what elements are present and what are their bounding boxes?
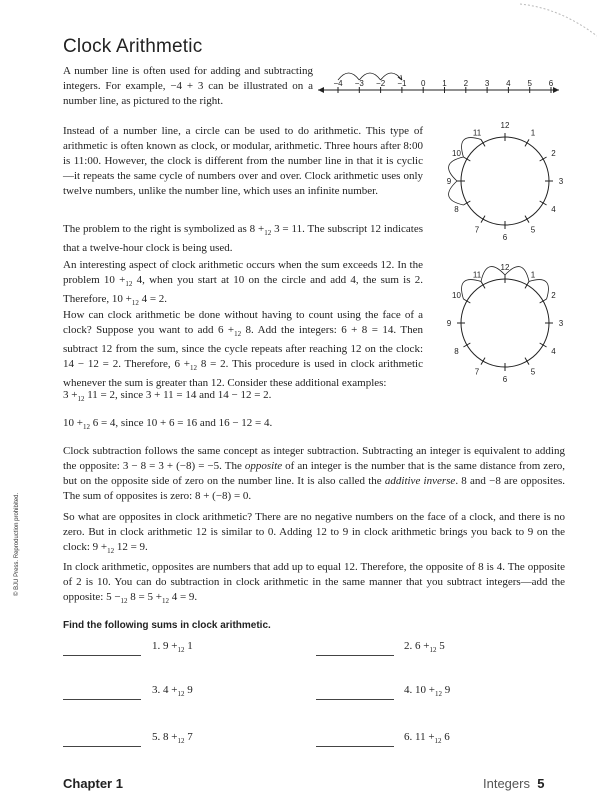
tick-label: 0	[420, 79, 426, 88]
clock-tick	[540, 299, 547, 303]
copyright-notice: © BJU Press. Reproduction prohibited.	[14, 492, 20, 596]
tick-label: −1	[397, 79, 407, 88]
problem-5: 5. $8 +_{12}$ 7	[152, 731, 193, 746]
clock-number: 2	[551, 291, 556, 300]
clock-tick	[481, 358, 485, 365]
tick-label: 2	[463, 79, 469, 88]
tick-label: −2	[376, 79, 386, 88]
page-footer	[483, 776, 544, 791]
answer-line-1[interactable]	[63, 655, 141, 656]
hop-arc	[529, 280, 548, 299]
corner-decoration	[520, 0, 597, 40]
right-arrow-icon	[553, 87, 559, 93]
left-arrow-icon	[318, 87, 324, 93]
subtraction-paragraph: Clock subtraction follows the same concept as integer subtraction. Subtracting an integer is equivalent to adding the opposite: 3 − 8 = 3 + (−8) = −5. The opposite of an integer is the number that is the same distance from zero, but on the opposite side of zero on the number line. It is also called the additive inverse. 8 and −8 are opposites. The sum of opposites is zero: 8 + (−8) = 0.	[63, 445, 565, 502]
clock-number: 12	[500, 263, 510, 272]
tick-label: 5	[527, 79, 532, 88]
clock-number: 11	[472, 270, 482, 280]
clock-tick	[463, 157, 470, 161]
problem-6: 6. $11 +_{12}$ 6	[404, 731, 450, 746]
clock-number: 7	[474, 367, 480, 377]
hop-arc	[462, 280, 481, 299]
tick-label: 1	[442, 79, 447, 88]
answer-line-6[interactable]	[316, 746, 394, 747]
clock-tick	[481, 281, 485, 288]
clock-number: 12	[500, 121, 510, 130]
clock-number: 4	[551, 205, 556, 214]
clock-intro-paragraph: Instead of a number line, a circle can be used to do arithmetic. This type of arithmetic is often known as clock, or modular, arithmetic. Three hours after 8:00 is 11:00. However, the clock is different from the number line in that it is cyclic—it repeats the same cycle of numbers over and over. Clock arithmetic uses only twelve numbers, unlike the number line, which uses an infinite number.	[63, 125, 423, 197]
procedure-paragraph: How can clock arithmetic be done without having to count using the face of a clock? Suppose you want to add $6 +_{12}$ 8. Add the integers: 6 + 8 = 14. Then subtract 12 from the sum, since the cycle repeats after reaching 12 on the clock: 14 − 12 = 2. Therefore, $6 +_{12}$ 8 = 2. This procedure is used in clock arithmetic whenever the sum is greater than 12. Consider these additional examples:	[63, 309, 423, 390]
clock-tick	[525, 139, 529, 146]
clock-number: 6	[502, 233, 508, 242]
clock-number: 10	[452, 149, 461, 158]
tick-label: 4	[506, 79, 511, 88]
clock-number: 10	[452, 291, 461, 300]
clock-number: 7	[474, 225, 480, 235]
clock-number: 4	[551, 347, 556, 356]
answer-line-3[interactable]	[63, 699, 141, 700]
problem-2: 2. $6 +_{12}$ 5	[404, 640, 445, 655]
problem-4: 4. $10 +_{12}$ 9	[404, 684, 451, 699]
clock-tick	[540, 201, 547, 205]
tick-label: −4	[333, 79, 343, 88]
clock-face	[461, 279, 549, 367]
clock-number: 5	[530, 367, 536, 377]
tick-label: 6	[548, 79, 554, 88]
clock-number: 3	[558, 319, 564, 328]
example-2: $10 +_{12}$ 6 = 4, since 10 + 6 = 16 and 16 − 12 = 4.	[63, 417, 273, 432]
clock-tick	[463, 201, 470, 205]
clock-face	[461, 137, 549, 225]
symbolized-paragraph: The problem to the right is symbolized as $8 +_{12}$ 3 = 11. The subscript 12 indicates that a twelve-hour clock is being used.	[63, 223, 423, 255]
clock-number: 1	[530, 128, 536, 138]
clock-tick	[525, 358, 529, 365]
problem-3: 3. $4 +_{12}$ 9	[152, 684, 193, 699]
chapter-label: Chapter 1	[63, 776, 123, 791]
clock-number: 9	[446, 319, 452, 328]
page-number: 5	[537, 776, 545, 791]
tick-label: 3	[484, 79, 490, 88]
clock-tick	[540, 157, 547, 161]
answer-line-2[interactable]	[316, 655, 394, 656]
opposites-paragraph: So what are opposites in clock arithmetic? There are no negative numbers on the face of a clock, and there is no zero. But in clock arithmetic 12 is similar to 0. Adding 12 to 9 in clock arithmetic brings you back to 9 on the clock: $9 +_{12}$ 12 = 9.	[63, 511, 565, 556]
answer-line-4[interactable]	[316, 699, 394, 700]
clock-number: 3	[558, 177, 564, 186]
hop-arc	[462, 138, 481, 157]
sum-exceeds-paragraph: An interesting aspect of clock arithmetic occurs when the sum exceeds 12. In the problem $10 +_{12}$ 4, when you start at 10 on the circle and add 4, the sum is 2. Therefore, $10 +_{12}$ 4 = 2.	[63, 259, 423, 308]
section-label: Integers	[483, 776, 530, 791]
clock-number: 11	[472, 128, 482, 138]
problem-1: 1. $9 +_{12}$ 1	[152, 640, 193, 655]
clock-diagram-1	[430, 118, 580, 248]
clock-tick	[463, 299, 470, 303]
tick-label: −3	[354, 79, 364, 88]
example-1: $3 +_{12}$ 11 = 2, since 3 + 11 = 14 and 14 − 12 = 2.	[63, 389, 272, 404]
clock-number: 1	[530, 270, 536, 280]
answer-line-5[interactable]	[63, 746, 141, 747]
number-line-figure	[316, 68, 561, 104]
intro-paragraph: A number line is often used for adding and subtracting integers. For example, −4 + 3 can be illustrated on a number line, as pictured to the right.	[63, 65, 313, 107]
page-title: Clock Arithmetic	[63, 36, 203, 57]
clock-number: 8	[454, 347, 459, 356]
clock-number: 5	[530, 225, 536, 235]
clock-number: 9	[446, 177, 452, 186]
clock-tick	[481, 216, 485, 223]
exercise-prompt: Find the following sums in clock arithmetic.	[63, 620, 271, 631]
clock-number: 8	[454, 205, 459, 214]
clock-diagram-2	[430, 258, 580, 393]
clock-tick	[481, 139, 485, 146]
clock-number: 2	[551, 149, 556, 158]
clock-tick	[525, 216, 529, 223]
clock-tick	[540, 343, 547, 347]
clock-tick	[463, 343, 470, 347]
clock-number: 6	[502, 375, 508, 384]
opposites-definition-paragraph: In clock arithmetic, opposites are numbers that add up to equal 12. Therefore, the opposite of 8 is 4. The opposite of 2 is 10. You can do subtraction in clock arithmetic in the same manner that you subtract integers—add the opposite: $5 -_{12}$ $8 = 5 +_{12}$ 4 = 9.	[63, 561, 565, 606]
clock-tick	[525, 281, 529, 288]
